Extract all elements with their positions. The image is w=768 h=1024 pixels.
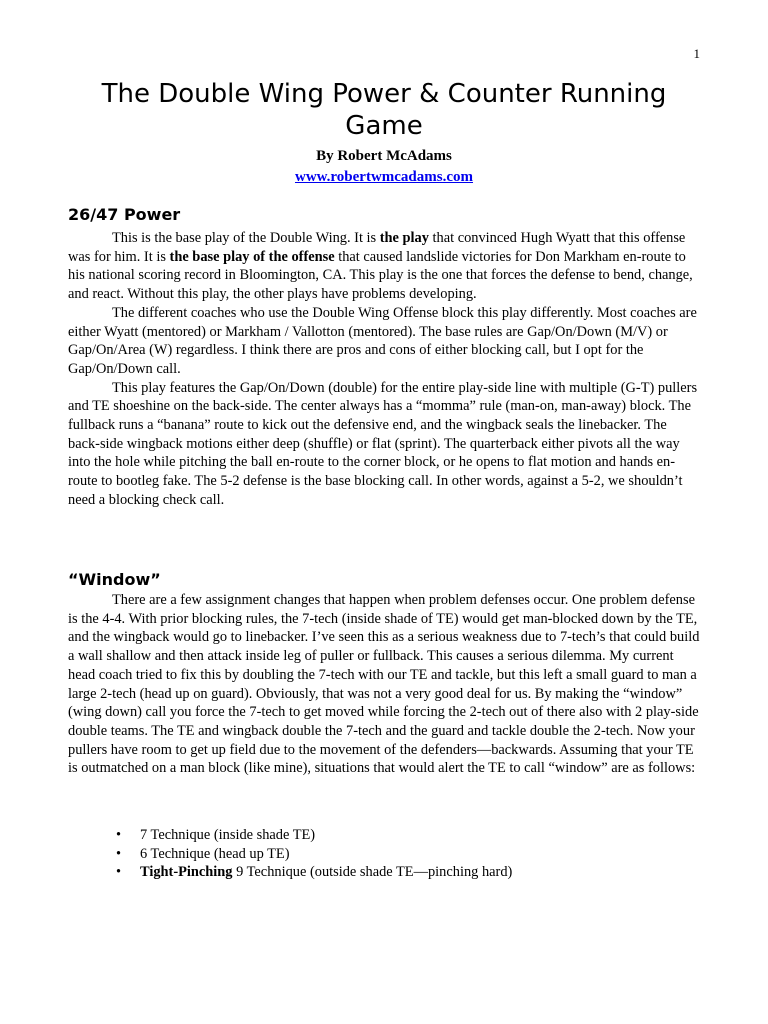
text-run: that convinced Hugh Wyatt that this offense was for him. It is (68, 230, 686, 265)
document-title: The Double Wing Power & Counter Running Game (101, 79, 667, 141)
section-power-body (68, 229, 701, 510)
section-window-body (68, 591, 701, 778)
list-item-text: 7 Technique (inside shade TE) (140, 827, 316, 843)
window-paragraph-1: There are a few assignment changes that happen when problem defenses occur. One problem defense is the 4-4. With prior blocking rules, the 7-tech (inside shade of TE) would get man-blocked down by the TE, and the wingback would go to linebacker. I’ve seen this as a serious weakness due to 7-tech’s that could build a wall shallow and then attack inside leg of puller or fullback. This causes a serious dilemma. My current head coach tried to fix this by doubling the 7-tech with our TE and tackle, but this left a small guard to man a large 2-tech (head up on guard). Obviously, that was not a very good deal for us. By making the “window” (wing down) call you force the 7-tech to get moved while forcing the 2-tech out of there also with 2 play-side double teams. The TE and wingback double the 7-tech and the guard and tackle double the 2-tech. Now your pullers have room to get up field due to the movement of the defenders—backwards. Assuming that your TE is outmatched on a man block (like mine), situations that would alert the TE to call “window” are as follows: (68, 592, 700, 777)
power-paragraph-1 (68, 229, 701, 304)
website-link[interactable]: www.robertwmcadams.com (294, 169, 474, 185)
power-paragraph-3: This play features the Gap/On/Down (double) for the entire play-side line with multiple (G-T) pullers and TE shoeshine on the back-side. The center always has a “momma” rule (man-on, man-away) block. The fullback runs a “banana” route to kick out the defensive end, and the wingback seals the linebacker. The back-side wingback motions either deep (shuffle) or flat (sprint). The quarterback either pivots all the way into the hole while pitching the ball en-route to the corner block, or he opens to flat motion and hands en-route to bootleg fake. The 5-2 defense is the base blocking call. In other words, against a 5-2, we shouldn’t need a blocking check call. (68, 379, 698, 508)
technique-list (68, 826, 701, 882)
page-number: 1 (693, 46, 700, 61)
author-byline: By Robert McAdams (316, 148, 452, 164)
bullet-icon: • (116, 845, 122, 862)
website-line (68, 167, 700, 187)
list-item-text: 6 Technique (head up TE) (140, 845, 290, 862)
list-item (68, 863, 701, 882)
bullet-icon: • (116, 827, 122, 843)
bullet-icon: • (116, 864, 122, 881)
emphasis-base-play: the base play of the offense (169, 248, 335, 265)
section-heading-window: “Window” (68, 570, 161, 589)
text-run: This is the base play of the Double Wing. It is (112, 230, 380, 246)
emphasis-the-play: the play (379, 230, 429, 246)
list-item-text: 9 Technique (outside shade TE—pinching hard) (232, 864, 513, 881)
list-item (68, 826, 701, 845)
list-item (68, 845, 701, 864)
list-item-bold: Tight-Pinching (140, 864, 233, 881)
text-run: that caused landslide victories for Don Markham en-route to his national scoring record in Bloomington, CA. This play is the one that forces the defense to bend, change, and react. Without this play, the other plays have problems developing. (68, 248, 693, 303)
section-heading-power: 26/47 Power (68, 205, 181, 224)
power-paragraph-2: The different coaches who use the Double Wing Offense block this play differently. Most coaches are either Wyatt (mentored) or Markham / Vallotton (mentored). The base rules are Gap/On/Down (M/V) or Gap/On/Area (W) regardless. I think there are pros and cons of either blocking call, but I opt for the Gap/On/Down call. (68, 304, 697, 377)
